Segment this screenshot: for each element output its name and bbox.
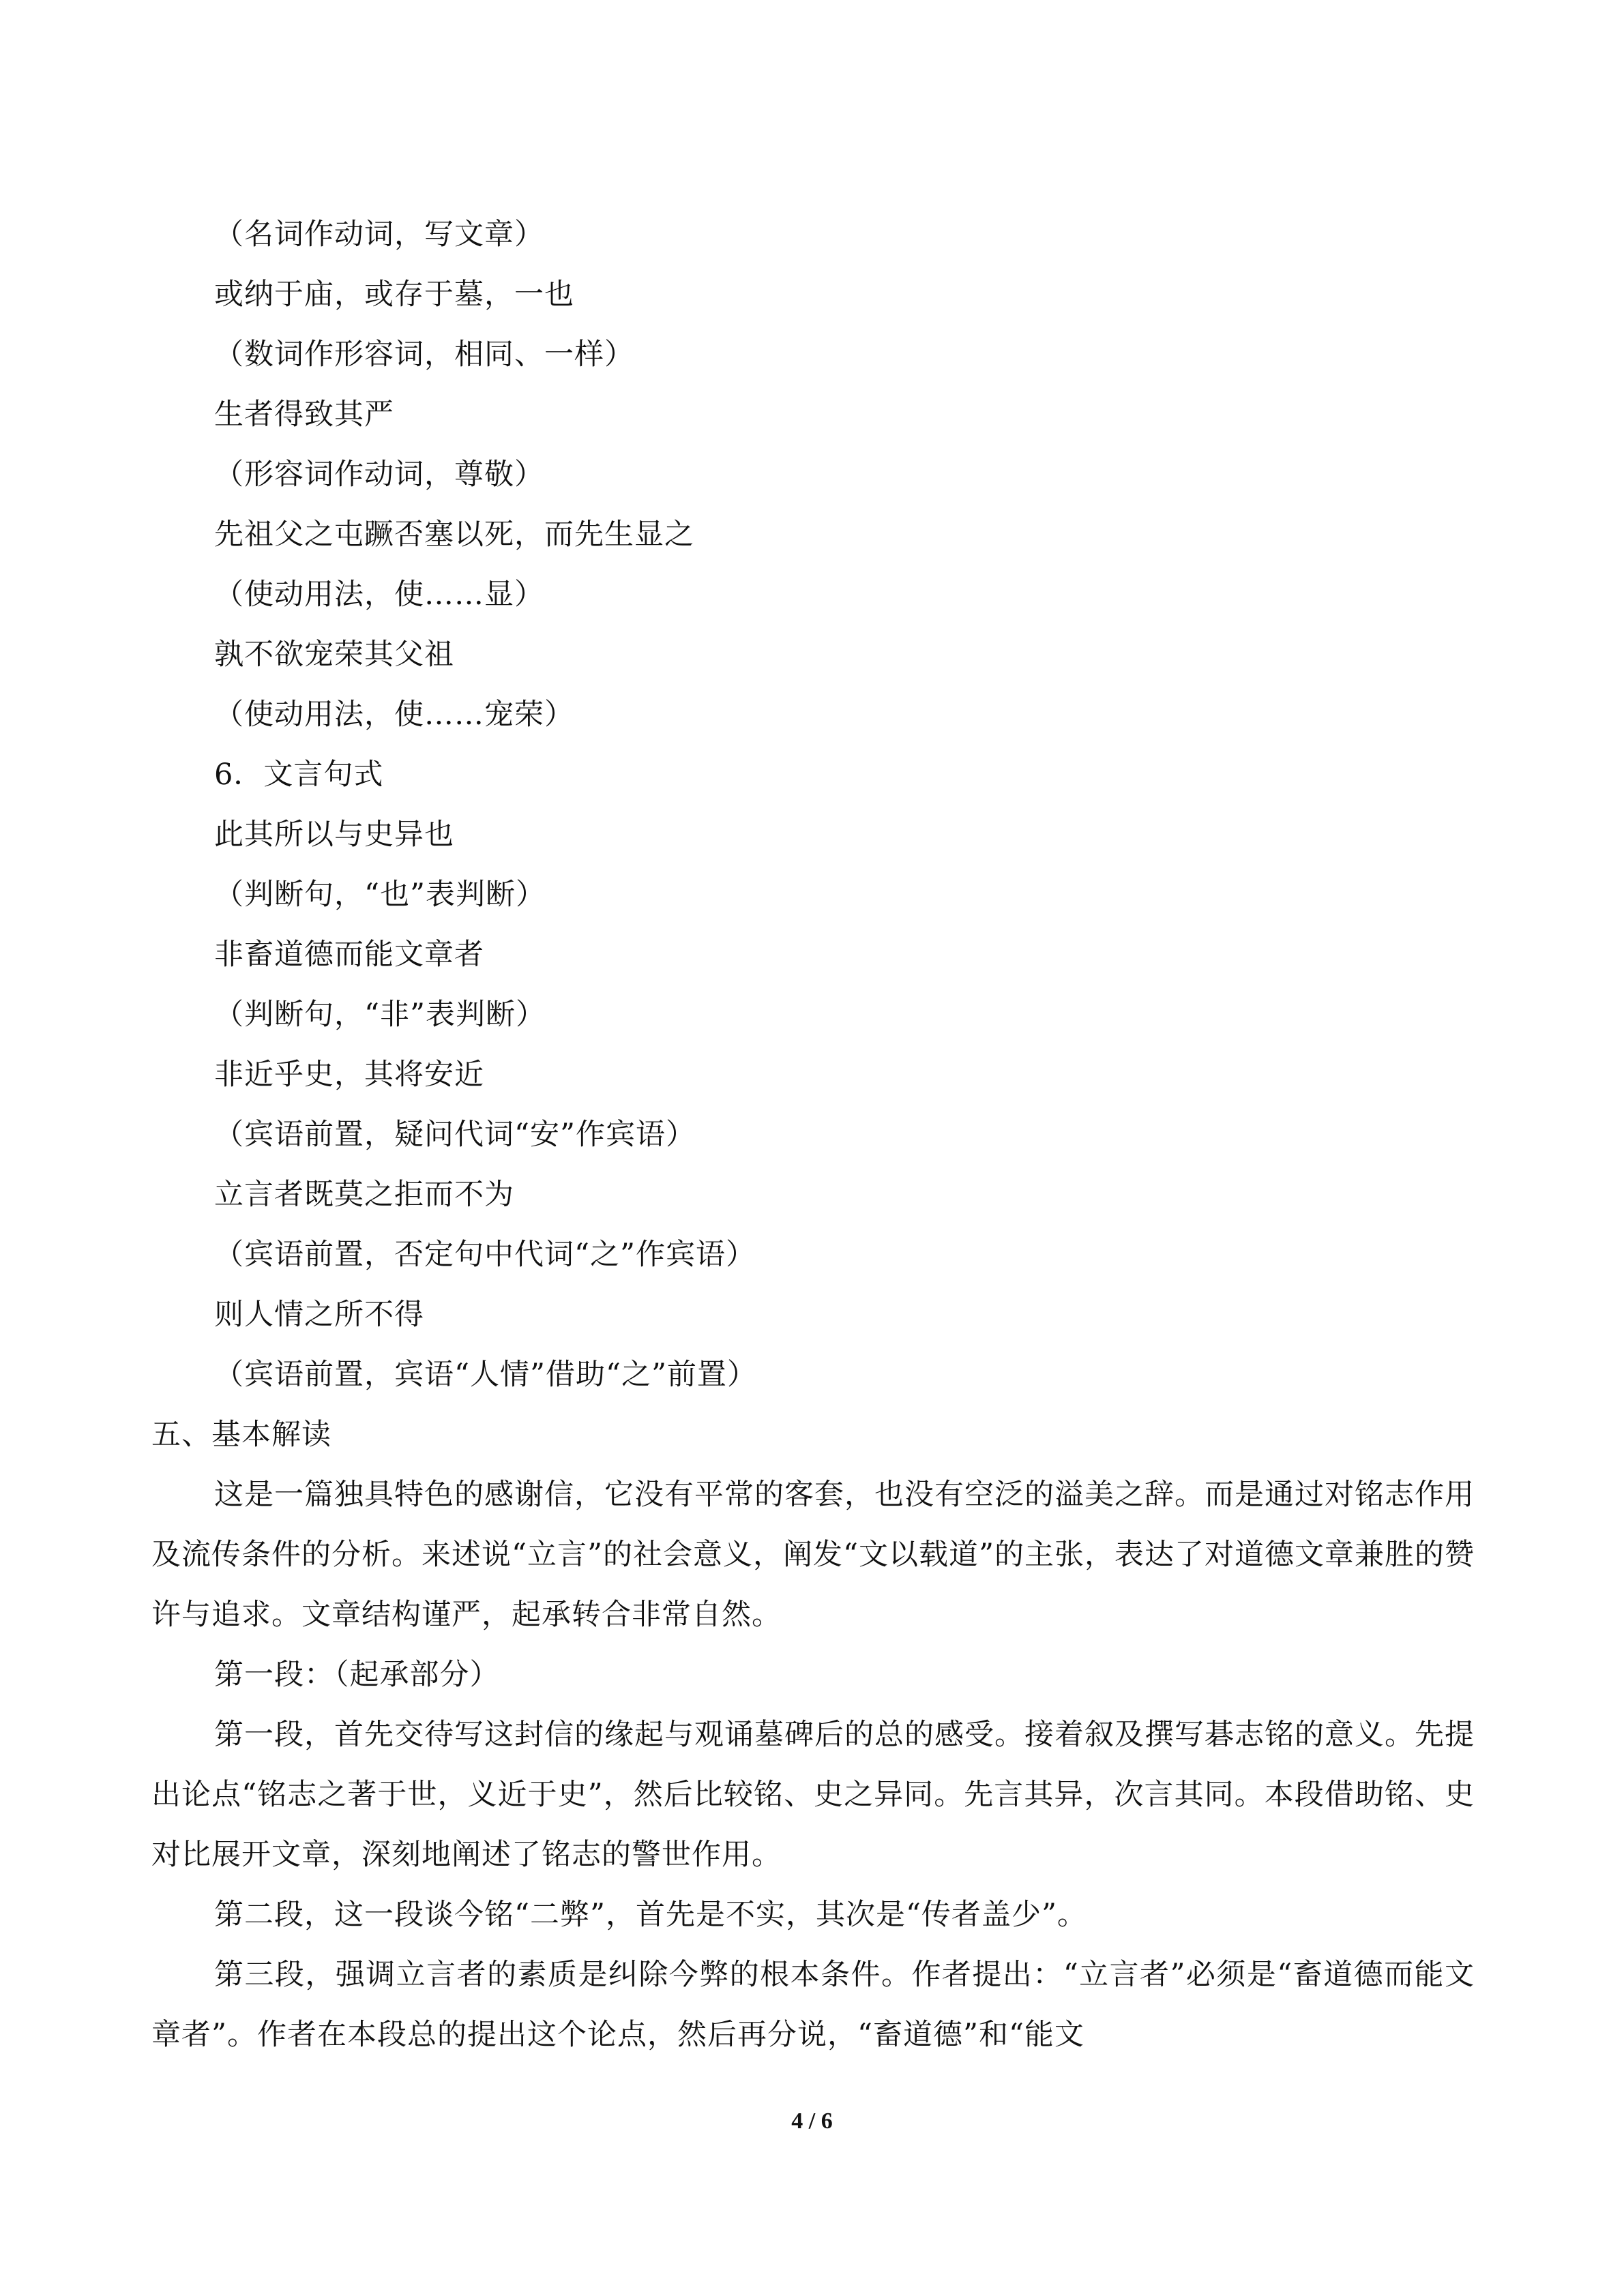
example-line: （宾语前置，宾语“人情”借助“之”前置） (214, 1358, 757, 1392)
section-heading: 五、基本解读 (151, 1418, 331, 1452)
example-line: （宾语前置，疑问代词“安”作宾语） (214, 1118, 696, 1152)
example-line: （判断句，“也”表判断） (214, 878, 546, 912)
example-line: （形容词作动词，尊敬） (214, 458, 544, 492)
body-paragraph: 第二段，这一段谈今铭“二弊”，首先是不实，其次是“传者盖少”。 (214, 1898, 1087, 1932)
example-line: （使动用法，使……宠荣） (214, 698, 574, 732)
example-line: （宾语前置，否定句中代词“之”作宾语） (214, 1238, 756, 1272)
example-line: 生者得致其严 (214, 398, 394, 432)
example-line: （判断句，“非”表判断） (214, 998, 546, 1032)
body-paragraph: 这是一篇独具特色的感谢信，它没有平常的客套，也没有空泛的溢美之辞。而是通过对铭志作用及流传条件的分析。来述说“立言”的社会意义，阐发“文以载道”的主张，表达了对道德文章兼胜的赞许与追求。文章结构谨严，起承转合非常自然。 (151, 1478, 1475, 1632)
example-line: 或纳于庙，或存于墓，一也 (214, 278, 574, 312)
subsection-heading: 6．文言句式 (214, 758, 384, 792)
page-number: 4 / 6 (791, 2108, 833, 2134)
body-paragraph: 第一段，首先交待写这封信的缘起与观诵墓碑后的总的感受。接着叙及撰写碁志铭的意义。先提出论点“铭志之著于世，义近于史”，然后比较铭、史之异同。先言其异，次言其同。本段借助铭、史对比展开文章，深刻地阐述了铭志的警世作用。 (151, 1718, 1475, 1872)
example-line: （名词作动词，写文章） (214, 218, 544, 252)
body-paragraph: 第三段，强调立言者的素质是纠除今弊的根本条件。作者提出：“立言者”必须是“畜道德而能文章者”。作者在本段总的提出这个论点，然后再分说，“畜道德”和“能文 (151, 1958, 1475, 2052)
example-line: 先祖父之屯蹶否塞以死，而先生显之 (214, 518, 694, 552)
body-paragraph: 第一段：（起承部分） (214, 1658, 500, 1692)
example-line: 立言者既莫之拒而不为 (214, 1178, 514, 1212)
example-line: 此其所以与史异也 (214, 818, 454, 852)
example-line: 非近乎史，其将安近 (214, 1058, 484, 1092)
example-line: 孰不欲宠荣其父祖 (214, 638, 454, 672)
example-line: （使动用法，使……显） (214, 578, 544, 612)
example-line: （数词作形容词，相同、一样） (214, 338, 634, 372)
example-line: 则人情之所不得 (214, 1298, 424, 1332)
page-content (151, 205, 1475, 2065)
example-line: 非畜道德而能文章者 (214, 938, 484, 972)
